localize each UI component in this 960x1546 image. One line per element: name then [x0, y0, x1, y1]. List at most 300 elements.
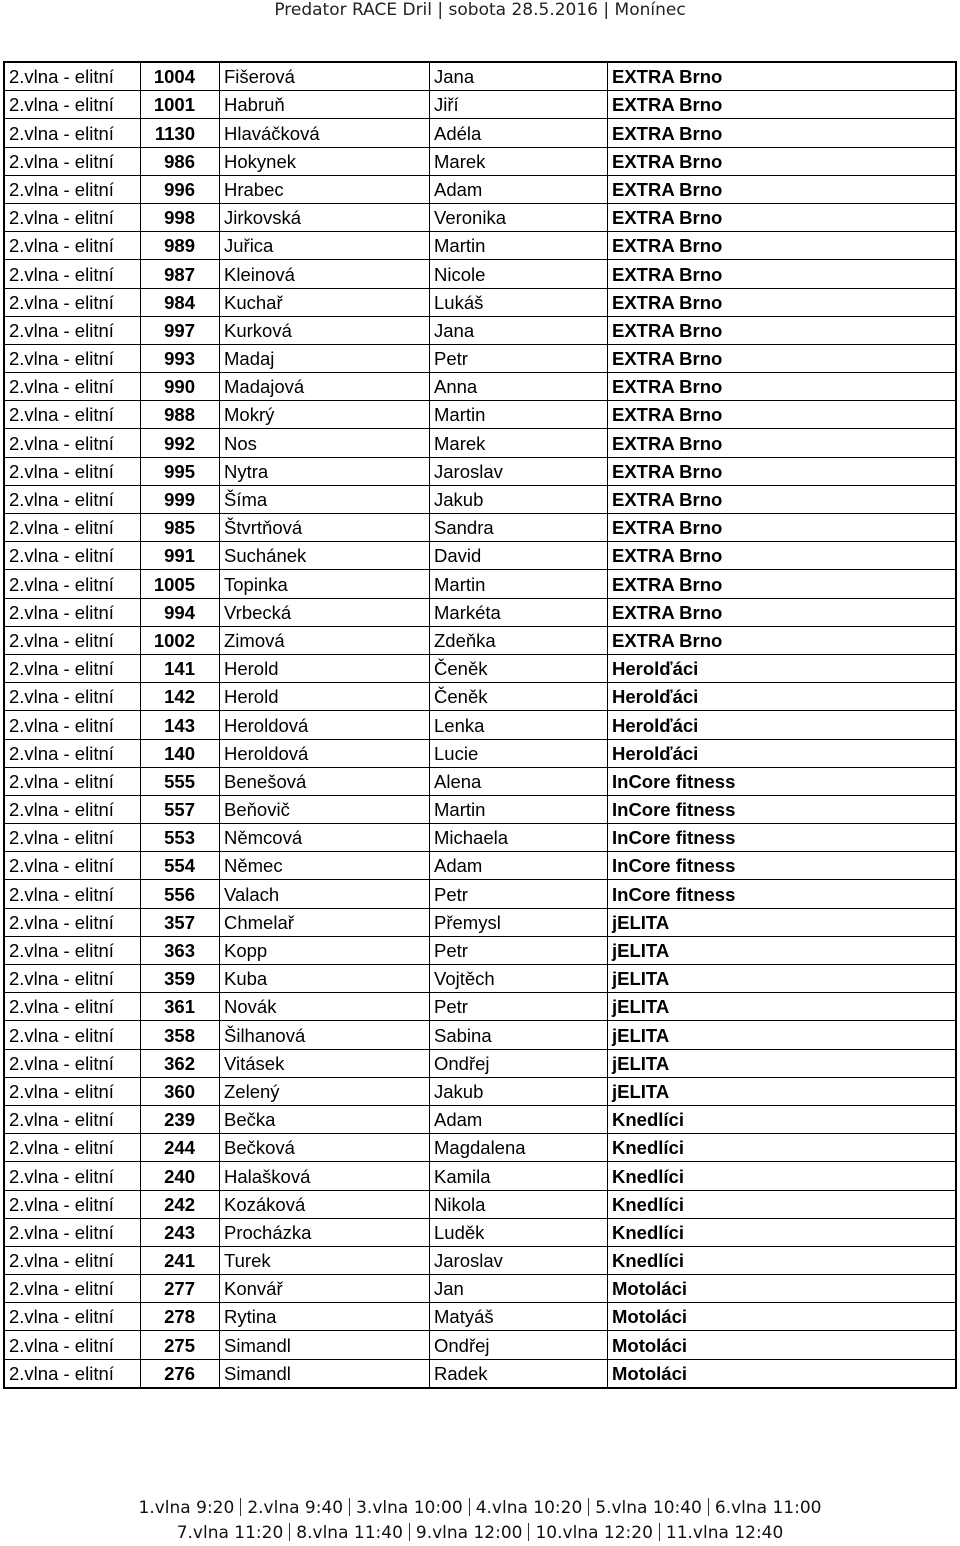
team-cell: InCore fitness [608, 852, 957, 880]
table-row [4, 260, 956, 288]
surname-cell: Nytra [220, 457, 430, 485]
wave-cell: 2.vlna - elitní [4, 598, 141, 626]
surname-cell: Hokynek [220, 147, 430, 175]
team-cell: EXTRA Brno [608, 401, 957, 429]
start-number-cell: 141 [141, 654, 220, 682]
start-number-cell: 358 [141, 1021, 220, 1049]
surname-cell: Šíma [220, 485, 430, 513]
table-row [4, 739, 956, 767]
surname-cell: Bečková [220, 1134, 430, 1162]
first-name-cell: Luděk [430, 1218, 608, 1246]
first-name-cell: Nikola [430, 1190, 608, 1218]
wave-cell: 2.vlna - elitní [4, 993, 141, 1021]
team-cell: EXTRA Brno [608, 457, 957, 485]
start-number-cell: 1005 [141, 570, 220, 598]
table-row [4, 1359, 956, 1388]
first-name-cell: Petr [430, 936, 608, 964]
surname-cell: Fišerová [220, 62, 430, 91]
first-name-cell: Sabina [430, 1021, 608, 1049]
wave-cell: 2.vlna - elitní [4, 795, 141, 823]
wave-cell: 2.vlna - elitní [4, 936, 141, 964]
table-row [4, 852, 956, 880]
wave-cell: 2.vlna - elitní [4, 965, 141, 993]
team-cell: Motoláci [608, 1275, 957, 1303]
start-number-cell: 994 [141, 598, 220, 626]
team-cell: EXTRA Brno [608, 62, 957, 91]
separator [409, 1523, 410, 1541]
first-name-cell: Petr [430, 880, 608, 908]
table-row [4, 824, 956, 852]
start-number-cell: 995 [141, 457, 220, 485]
team-cell: Knedlíci [608, 1218, 957, 1246]
team-cell: EXTRA Brno [608, 429, 957, 457]
first-name-cell: Martin [430, 401, 608, 429]
table-row [4, 965, 956, 993]
surname-cell: Benešová [220, 767, 430, 795]
team-cell: Knedlíci [608, 1190, 957, 1218]
wave-cell: 2.vlna - elitní [4, 91, 141, 119]
table-row [4, 880, 956, 908]
start-number-cell: 999 [141, 485, 220, 513]
table-row [4, 147, 956, 175]
wave-time: 3.vlna 10:00 [356, 1498, 463, 1518]
team-cell: EXTRA Brno [608, 626, 957, 654]
first-name-cell: Anna [430, 373, 608, 401]
wave-cell: 2.vlna - elitní [4, 514, 141, 542]
wave-cell: 2.vlna - elitní [4, 852, 141, 880]
team-cell: jELITA [608, 965, 957, 993]
wave-cell: 2.vlna - elitní [4, 373, 141, 401]
team-cell: EXTRA Brno [608, 373, 957, 401]
surname-cell: Habruň [220, 91, 430, 119]
wave-cell: 2.vlna - elitní [4, 401, 141, 429]
table-row [4, 232, 956, 260]
surname-cell: Herold [220, 654, 430, 682]
team-cell: jELITA [608, 1049, 957, 1077]
separator [659, 1523, 660, 1541]
start-number-cell: 990 [141, 373, 220, 401]
start-number-cell: 1004 [141, 62, 220, 91]
surname-cell: Chmelař [220, 908, 430, 936]
start-number-cell: 1001 [141, 91, 220, 119]
team-cell: Herolďáci [608, 654, 957, 682]
team-cell: EXTRA Brno [608, 316, 957, 344]
start-number-cell: 997 [141, 316, 220, 344]
separator [528, 1523, 529, 1541]
team-cell: EXTRA Brno [608, 232, 957, 260]
first-name-cell: Nicole [430, 260, 608, 288]
entries-table [3, 61, 957, 1389]
table-row [4, 429, 956, 457]
table-row [4, 711, 956, 739]
wave-cell: 2.vlna - elitní [4, 485, 141, 513]
first-name-cell: Jakub [430, 485, 608, 513]
wave-cell: 2.vlna - elitní [4, 683, 141, 711]
first-name-cell: Kamila [430, 1162, 608, 1190]
wave-cell: 2.vlna - elitní [4, 1303, 141, 1331]
start-number-cell: 359 [141, 965, 220, 993]
table-row [4, 1246, 956, 1274]
wave-time: 5.vlna 10:40 [595, 1498, 702, 1518]
table-row [4, 1049, 956, 1077]
start-number-cell: 277 [141, 1275, 220, 1303]
surname-cell: Juřica [220, 232, 430, 260]
surname-cell: Kozáková [220, 1190, 430, 1218]
team-cell: Herolďáci [608, 711, 957, 739]
wave-time: 10.vlna 12:20 [535, 1523, 653, 1543]
first-name-cell: Ondřej [430, 1331, 608, 1359]
team-cell: jELITA [608, 936, 957, 964]
team-cell: EXTRA Brno [608, 514, 957, 542]
wave-cell: 2.vlna - elitní [4, 1134, 141, 1162]
start-number-cell: 554 [141, 852, 220, 880]
surname-cell: Halašková [220, 1162, 430, 1190]
start-number-cell: 362 [141, 1049, 220, 1077]
team-cell: Motoláci [608, 1303, 957, 1331]
start-number-cell: 984 [141, 288, 220, 316]
team-cell: Knedlíci [608, 1134, 957, 1162]
table-row [4, 288, 956, 316]
team-cell: EXTRA Brno [608, 288, 957, 316]
table-row [4, 91, 956, 119]
wave-cell: 2.vlna - elitní [4, 62, 141, 91]
first-name-cell: Zdeňka [430, 626, 608, 654]
team-cell: jELITA [608, 1077, 957, 1105]
start-number-cell: 557 [141, 795, 220, 823]
team-cell: EXTRA Brno [608, 260, 957, 288]
start-number-cell: 988 [141, 401, 220, 429]
surname-cell: Simandl [220, 1331, 430, 1359]
table-row [4, 795, 956, 823]
first-name-cell: Radek [430, 1359, 608, 1388]
surname-cell: Hlaváčková [220, 119, 430, 147]
wave-time: 11.vlna 12:40 [665, 1523, 784, 1543]
first-name-cell: Lenka [430, 711, 608, 739]
surname-cell: Vrbecká [220, 598, 430, 626]
team-cell: EXTRA Brno [608, 91, 957, 119]
first-name-cell: Čeněk [430, 654, 608, 682]
first-name-cell: Alena [430, 767, 608, 795]
wave-cell: 2.vlna - elitní [4, 570, 141, 598]
start-number-cell: 996 [141, 175, 220, 203]
surname-cell: Madajová [220, 373, 430, 401]
first-name-cell: Adam [430, 1105, 608, 1133]
team-cell: Motoláci [608, 1359, 957, 1388]
wave-schedule-line-2 [0, 1522, 960, 1544]
first-name-cell: Ondřej [430, 1049, 608, 1077]
table-row [4, 1218, 956, 1246]
surname-cell: Turek [220, 1246, 430, 1274]
wave-cell: 2.vlna - elitní [4, 1162, 141, 1190]
surname-cell: Hrabec [220, 175, 430, 203]
surname-cell: Novák [220, 993, 430, 1021]
surname-cell: Kopp [220, 936, 430, 964]
start-number-cell: 276 [141, 1359, 220, 1388]
page-title: Predator RACE Dril | sobota 28.5.2016 | Monínec [274, 0, 686, 20]
wave-cell: 2.vlna - elitní [4, 654, 141, 682]
table-row [4, 936, 956, 964]
table-row [4, 570, 956, 598]
team-cell: EXTRA Brno [608, 570, 957, 598]
wave-cell: 2.vlna - elitní [4, 711, 141, 739]
team-cell: Knedlíci [608, 1162, 957, 1190]
start-number-cell: 140 [141, 739, 220, 767]
surname-cell: Herold [220, 683, 430, 711]
wave-cell: 2.vlna - elitní [4, 288, 141, 316]
start-number-cell: 993 [141, 344, 220, 372]
wave-time: 8.vlna 11:40 [296, 1523, 403, 1543]
surname-cell: Šilhanová [220, 1021, 430, 1049]
wave-cell: 2.vlna - elitní [4, 1275, 141, 1303]
table-row [4, 316, 956, 344]
table-row [4, 373, 956, 401]
start-number-cell: 275 [141, 1331, 220, 1359]
wave-cell: 2.vlna - elitní [4, 767, 141, 795]
surname-cell: Beňovič [220, 795, 430, 823]
surname-cell: Kurková [220, 316, 430, 344]
wave-cell: 2.vlna - elitní [4, 739, 141, 767]
surname-cell: Jirkovská [220, 203, 430, 231]
start-number-cell: 143 [141, 711, 220, 739]
table-row [4, 485, 956, 513]
wave-schedule-line-1 [0, 1497, 960, 1519]
start-number-cell: 998 [141, 203, 220, 231]
table-row [4, 1331, 956, 1359]
separator [240, 1498, 241, 1516]
team-cell: jELITA [608, 993, 957, 1021]
team-cell: jELITA [608, 908, 957, 936]
first-name-cell: Jana [430, 62, 608, 91]
wave-cell: 2.vlna - elitní [4, 824, 141, 852]
start-number-cell: 986 [141, 147, 220, 175]
table-row [4, 401, 956, 429]
separator [349, 1498, 350, 1516]
start-number-cell: 241 [141, 1246, 220, 1274]
first-name-cell: Magdalena [430, 1134, 608, 1162]
surname-cell: Vitásek [220, 1049, 430, 1077]
surname-cell: Zelený [220, 1077, 430, 1105]
first-name-cell: Přemysl [430, 908, 608, 936]
wave-time: 7.vlna 11:20 [176, 1523, 284, 1543]
page-header [0, 0, 960, 24]
table-row [4, 1105, 956, 1133]
wave-time: 2.vlna 9:40 [247, 1498, 344, 1518]
first-name-cell: Martin [430, 795, 608, 823]
surname-cell: Štvrtňová [220, 514, 430, 542]
wave-cell: 2.vlna - elitní [4, 203, 141, 231]
first-name-cell: Martin [430, 570, 608, 598]
surname-cell: Kleinová [220, 260, 430, 288]
wave-cell: 2.vlna - elitní [4, 457, 141, 485]
first-name-cell: Petr [430, 344, 608, 372]
start-number-cell: 142 [141, 683, 220, 711]
first-name-cell: Lukáš [430, 288, 608, 316]
table-row [4, 626, 956, 654]
wave-cell: 2.vlna - elitní [4, 316, 141, 344]
table-row [4, 542, 956, 570]
first-name-cell: Adéla [430, 119, 608, 147]
wave-cell: 2.vlna - elitní [4, 344, 141, 372]
surname-cell: Bečka [220, 1105, 430, 1133]
table-row [4, 514, 956, 542]
wave-cell: 2.vlna - elitní [4, 1218, 141, 1246]
surname-cell: Nos [220, 429, 430, 457]
table-row [4, 203, 956, 231]
first-name-cell: Michaela [430, 824, 608, 852]
surname-cell: Valach [220, 880, 430, 908]
wave-cell: 2.vlna - elitní [4, 1246, 141, 1274]
wave-cell: 2.vlna - elitní [4, 908, 141, 936]
table-row [4, 1275, 956, 1303]
surname-cell: Zimová [220, 626, 430, 654]
separator [708, 1498, 709, 1516]
first-name-cell: Čeněk [430, 683, 608, 711]
start-number-cell: 553 [141, 824, 220, 852]
first-name-cell: Vojtěch [430, 965, 608, 993]
start-number-cell: 1002 [141, 626, 220, 654]
team-cell: EXTRA Brno [608, 119, 957, 147]
start-number-cell: 985 [141, 514, 220, 542]
first-name-cell: David [430, 542, 608, 570]
start-number-cell: 363 [141, 936, 220, 964]
first-name-cell: Jaroslav [430, 1246, 608, 1274]
start-number-cell: 239 [141, 1105, 220, 1133]
wave-cell: 2.vlna - elitní [4, 1105, 141, 1133]
table-row [4, 119, 956, 147]
team-cell: Knedlíci [608, 1105, 957, 1133]
entries-table-body [4, 62, 956, 1388]
surname-cell: Topinka [220, 570, 430, 598]
surname-cell: Konvář [220, 1275, 430, 1303]
wave-cell: 2.vlna - elitní [4, 626, 141, 654]
table-row [4, 1190, 956, 1218]
team-cell: Knedlíci [608, 1246, 957, 1274]
team-cell: EXTRA Brno [608, 175, 957, 203]
table-row [4, 1077, 956, 1105]
wave-cell: 2.vlna - elitní [4, 880, 141, 908]
wave-time: 1.vlna 9:20 [138, 1498, 235, 1518]
first-name-cell: Matyáš [430, 1303, 608, 1331]
start-number-cell: 989 [141, 232, 220, 260]
team-cell: Motoláci [608, 1331, 957, 1359]
start-number-cell: 278 [141, 1303, 220, 1331]
start-number-cell: 357 [141, 908, 220, 936]
start-number-cell: 243 [141, 1218, 220, 1246]
team-cell: InCore fitness [608, 824, 957, 852]
wave-time: 9.vlna 12:00 [415, 1523, 523, 1543]
table-row [4, 344, 956, 372]
wave-cell: 2.vlna - elitní [4, 1190, 141, 1218]
first-name-cell: Martin [430, 232, 608, 260]
first-name-cell: Markéta [430, 598, 608, 626]
surname-cell: Madaj [220, 344, 430, 372]
team-cell: jELITA [608, 1021, 957, 1049]
surname-cell: Němcová [220, 824, 430, 852]
team-cell: InCore fitness [608, 767, 957, 795]
first-name-cell: Marek [430, 429, 608, 457]
surname-cell: Suchánek [220, 542, 430, 570]
wave-cell: 2.vlna - elitní [4, 1021, 141, 1049]
start-number-cell: 556 [141, 880, 220, 908]
first-name-cell: Adam [430, 852, 608, 880]
wave-cell: 2.vlna - elitní [4, 232, 141, 260]
separator [469, 1498, 470, 1516]
start-number-cell: 244 [141, 1134, 220, 1162]
table-row [4, 767, 956, 795]
first-name-cell: Petr [430, 993, 608, 1021]
team-cell: InCore fitness [608, 880, 957, 908]
separator [588, 1498, 589, 1516]
start-number-cell: 240 [141, 1162, 220, 1190]
team-cell: Herolďáci [608, 739, 957, 767]
first-name-cell: Lucie [430, 739, 608, 767]
surname-cell: Simandl [220, 1359, 430, 1388]
first-name-cell: Adam [430, 175, 608, 203]
team-cell: EXTRA Brno [608, 344, 957, 372]
team-cell: EXTRA Brno [608, 147, 957, 175]
start-number-cell: 361 [141, 993, 220, 1021]
wave-time: 4.vlna 10:20 [475, 1498, 583, 1518]
table-row [4, 62, 956, 91]
wave-cell: 2.vlna - elitní [4, 260, 141, 288]
surname-cell: Procházka [220, 1218, 430, 1246]
wave-cell: 2.vlna - elitní [4, 1359, 141, 1388]
table-row [4, 654, 956, 682]
table-row [4, 993, 956, 1021]
team-cell: EXTRA Brno [608, 485, 957, 513]
wave-cell: 2.vlna - elitní [4, 1077, 141, 1105]
table-row [4, 598, 956, 626]
table-row [4, 908, 956, 936]
first-name-cell: Veronika [430, 203, 608, 231]
wave-cell: 2.vlna - elitní [4, 542, 141, 570]
surname-cell: Kuchař [220, 288, 430, 316]
surname-cell: Němec [220, 852, 430, 880]
team-cell: EXTRA Brno [608, 542, 957, 570]
start-number-cell: 242 [141, 1190, 220, 1218]
team-cell: Herolďáci [608, 683, 957, 711]
team-cell: EXTRA Brno [608, 203, 957, 231]
first-name-cell: Jan [430, 1275, 608, 1303]
table-row [4, 1162, 956, 1190]
table-row [4, 1021, 956, 1049]
wave-cell: 2.vlna - elitní [4, 1331, 141, 1359]
wave-cell: 2.vlna - elitní [4, 429, 141, 457]
surname-cell: Kuba [220, 965, 430, 993]
wave-cell: 2.vlna - elitní [4, 119, 141, 147]
wave-time: 6.vlna 11:00 [714, 1498, 822, 1518]
table-row [4, 1303, 956, 1331]
table-row [4, 683, 956, 711]
team-cell: EXTRA Brno [608, 598, 957, 626]
start-number-cell: 360 [141, 1077, 220, 1105]
surname-cell: Rytina [220, 1303, 430, 1331]
first-name-cell: Jana [430, 316, 608, 344]
table-row [4, 1134, 956, 1162]
first-name-cell: Sandra [430, 514, 608, 542]
wave-cell: 2.vlna - elitní [4, 175, 141, 203]
table-row [4, 457, 956, 485]
wave-cell: 2.vlna - elitní [4, 147, 141, 175]
separator [289, 1523, 290, 1541]
first-name-cell: Marek [430, 147, 608, 175]
surname-cell: Mokrý [220, 401, 430, 429]
first-name-cell: Jakub [430, 1077, 608, 1105]
surname-cell: Heroldová [220, 739, 430, 767]
start-number-cell: 991 [141, 542, 220, 570]
team-cell: InCore fitness [608, 795, 957, 823]
first-name-cell: Jiří [430, 91, 608, 119]
